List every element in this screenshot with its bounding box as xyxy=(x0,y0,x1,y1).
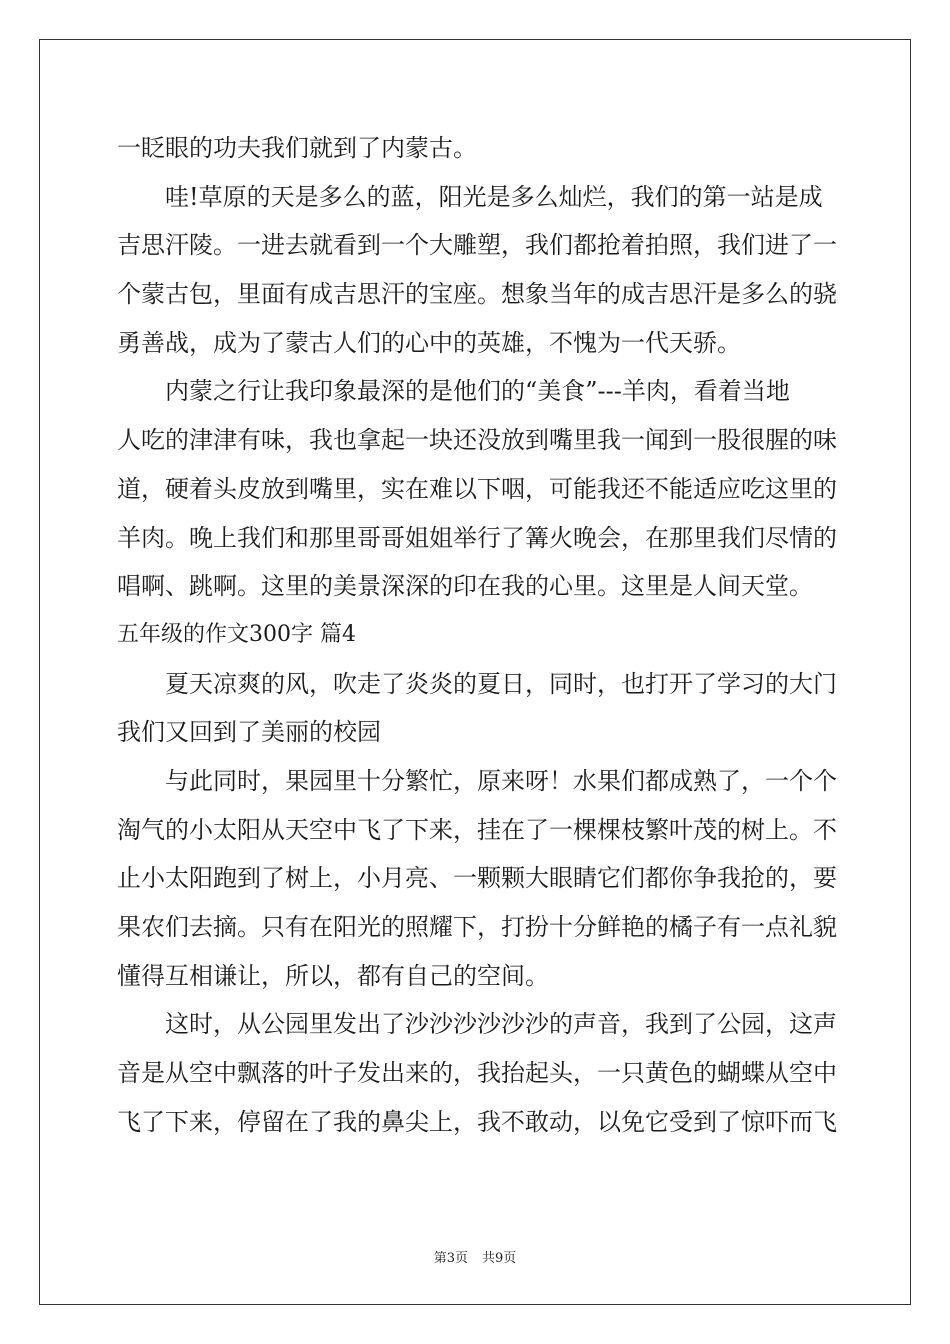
text-line: 吉思汗陵。一进去就看到一个大雕塑，我们都抢着拍照，我们进了一 xyxy=(117,231,837,260)
text-line: 哇!草原的天是多么的蓝，阳光是多么灿烂，我们的第一站是成 xyxy=(165,182,823,211)
text-line: 果农们去摘。只有在阳光的照耀下，打扮十分鲜艳的橘子有一点礼貌 xyxy=(117,913,837,941)
page-number-current: 第3页 xyxy=(433,1251,468,1266)
text-line: 勇善战，成为了蒙古人们的心中的英雄，不愧为一代天骄。 xyxy=(117,328,741,357)
text-line: 止小太阳跑到了树上，小月亮、一颗颗大眼睛它们都你争我抢的，要 xyxy=(117,864,837,893)
text-line: 这时，从公园里发出了沙沙沙沙沙沙的声音，我到了公园，这声 xyxy=(165,1010,837,1039)
text-line: 与此同时，果园里十分繁忙，原来呀！水果们都成熟了，一个个 xyxy=(165,766,837,795)
page-number-total: 共9页 xyxy=(482,1251,517,1266)
text-line: 羊肉。晚上我们和那里哥哥姐姐举行了篝火晚会，在那里我们尽情的 xyxy=(117,523,837,552)
text-line: 夏天凉爽的风，吹走了炎炎的夏日，同时，也打开了学习的大门 xyxy=(165,669,837,698)
text-line: 内蒙之行让我印象最深的是他们的“美食”---羊肉，看着当地 xyxy=(165,377,790,406)
text-line: 一眨眼的功夫我们就到了内蒙古。 xyxy=(117,134,477,162)
text-line: 飞了下来，停留在了我的鼻尖上，我不敢动，以免它受到了惊吓而飞 xyxy=(117,1107,837,1136)
text-line: 人吃的津津有味，我也拿起一块还没放到嘴里我一闻到一股很腥的味 xyxy=(117,426,837,455)
text-line: 懂得互相谦让，所以，都有自己的空间。 xyxy=(117,961,549,990)
document-body xyxy=(117,124,837,1146)
text-line: 我们又回到了美丽的校园 xyxy=(117,718,381,747)
page-footer xyxy=(0,1247,950,1266)
text-line: 唱啊、跳啊。这里的美景深深的印在我的心里。这里是人间天堂。 xyxy=(117,572,813,601)
section-heading: 五年级的作文300字 篇4 xyxy=(117,621,356,647)
text-line: 淘气的小太阳从天空中飞了下来，挂在了一棵棵枝繁叶茂的树上。不 xyxy=(117,815,837,844)
text-line: 个蒙古包，里面有成吉思汗的宝座。想象当年的成吉思汗是多么的骁 xyxy=(117,280,837,309)
text-line: 道，硬着头皮放到嘴里，实在难以下咽，可能我还不能适应吃这里的 xyxy=(117,474,837,503)
text-line: 音是从空中飘落的叶子发出来的，我抬起头，一只黄色的蝴蝶从空中 xyxy=(117,1059,837,1088)
